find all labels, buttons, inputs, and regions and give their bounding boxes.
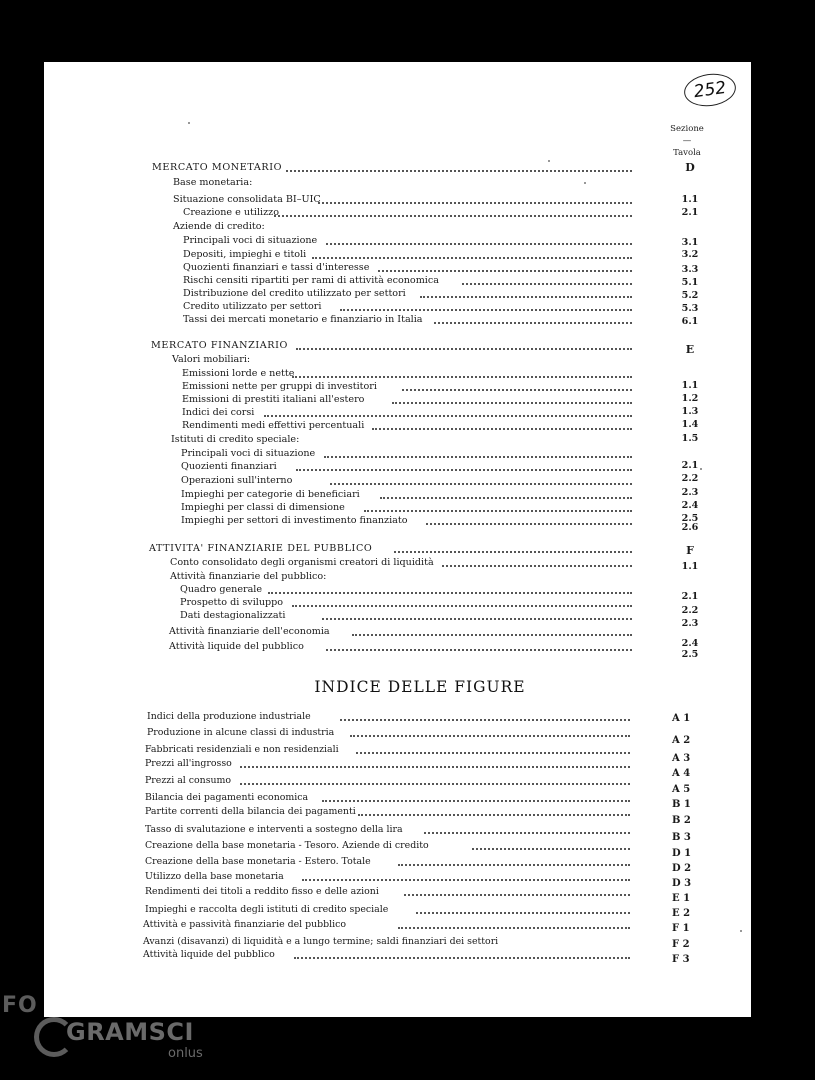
figure-code: F 3 <box>672 954 690 965</box>
toc-entry: Quozienti finanziari <box>181 461 277 472</box>
toc-code: 1.5 <box>681 433 699 444</box>
header-sezione: Sezione <box>670 124 704 134</box>
subheading-row <box>0 433 815 447</box>
handwritten-page-number: 252 <box>682 71 738 110</box>
figure-entry: Impieghi e raccolta degli istituti di credito speciale <box>145 904 389 915</box>
section-row <box>0 542 815 556</box>
dot-leader <box>264 415 632 417</box>
toc-row <box>0 313 815 327</box>
figure-row <box>0 823 815 843</box>
toc-code: 3.2 <box>681 249 699 260</box>
toc-row <box>0 234 815 248</box>
figure-row <box>0 726 815 746</box>
subheading-row <box>0 220 815 234</box>
dot-leader <box>472 848 630 850</box>
figure-row <box>0 710 815 724</box>
toc-code: 2.2 <box>681 605 699 616</box>
dot-leader <box>380 497 632 499</box>
section-row <box>0 339 815 356</box>
toc-code: 2.2 <box>681 473 699 484</box>
dot-leader <box>330 483 632 485</box>
toc-row <box>0 556 815 570</box>
figure-code: F 1 <box>672 923 690 934</box>
scan-speck <box>584 182 586 184</box>
figure-entry: Prezzi all'ingrosso <box>145 758 232 769</box>
dot-leader <box>404 894 630 896</box>
dot-leader <box>420 296 632 298</box>
dot-leader <box>322 800 630 802</box>
toc-entry: Quozienti finanziari e tassi d'interesse <box>183 262 370 273</box>
toc-code: 3.3 <box>681 264 699 275</box>
toc-entry: Quadro generale <box>180 584 263 595</box>
figure-entry: Indici della produzione industriale <box>147 711 311 722</box>
toc-entry: Situazione consolidata BI–UIC <box>173 194 321 205</box>
section-row <box>0 161 815 175</box>
section-title: MERCATO MONETARIO <box>152 162 283 173</box>
figure-entry: Utilizzo della base monetaria <box>145 871 284 882</box>
toc-entry: Emissioni lorde e nette <box>182 368 295 379</box>
dot-leader <box>398 927 630 929</box>
subheading: Istituti di credito speciale: <box>171 434 300 445</box>
figure-entry: Rendimenti dei titoli a reddito fisso e delle azioni <box>145 886 379 897</box>
watermark-text: FO <box>2 993 38 1018</box>
toc-row <box>0 287 815 301</box>
dot-leader <box>340 309 632 311</box>
figure-code: A 5 <box>672 784 691 795</box>
toc-entry: Depositi, impieghi e titoli <box>183 249 307 260</box>
toc-entry: Impieghi per classi di dimensione <box>181 502 345 513</box>
figure-code: F 2 <box>672 939 690 950</box>
figure-row <box>0 948 815 965</box>
figure-entry: Bilancia dei pagamenti economica <box>145 792 309 803</box>
dot-leader <box>424 832 630 834</box>
subheading: Valori mobiliari: <box>172 354 251 365</box>
subheading-row <box>0 353 815 367</box>
toc-entry: Principali voci di situazione <box>183 235 318 246</box>
toc-entry: Indici dei corsi <box>182 407 255 418</box>
dot-leader <box>364 510 632 512</box>
subheading-row <box>0 176 815 190</box>
dot-leader <box>274 215 632 217</box>
toc-code: 2.4 <box>681 638 699 649</box>
figure-code: B 1 <box>672 799 691 810</box>
toc-code: 5.2 <box>681 290 699 301</box>
figure-code: A 1 <box>672 713 691 724</box>
toc-code: 1.1 <box>681 380 699 391</box>
dot-leader <box>294 957 630 959</box>
dot-leader <box>402 389 632 391</box>
figure-row <box>0 935 815 949</box>
toc-entry: Emissioni di prestiti italiani all'estero <box>182 394 365 405</box>
toc-code: 5.1 <box>681 277 699 288</box>
watermark-gramsci: GRAMSCI <box>66 1018 194 1046</box>
figure-row <box>0 805 815 826</box>
toc-row <box>0 520 815 534</box>
toc-code: 3.1 <box>681 237 699 248</box>
figure-code: A 3 <box>672 753 691 764</box>
figure-row <box>0 774 815 795</box>
dot-leader <box>358 814 630 816</box>
header-tavola: Tavola <box>673 148 701 158</box>
dot-leader <box>296 469 632 471</box>
toc-code: 1.2 <box>681 393 699 404</box>
figure-code: D 1 <box>672 848 692 859</box>
toc-entry: Impieghi per settori di investimento finanziato <box>181 515 408 526</box>
dot-leader <box>398 864 630 866</box>
toc-entry: Tassi dei mercati monetario e finanziario in Italia <box>183 314 423 325</box>
figure-entry: Partite correnti della bilancia dei pagamenti <box>145 806 356 817</box>
dot-leader <box>378 270 632 272</box>
subheading: Base monetaria: <box>173 177 253 188</box>
dot-leader <box>240 783 630 785</box>
toc-code: 1.1 <box>681 561 699 572</box>
toc-entry: Distribuzione del credito utilizzato per settori <box>183 288 406 299</box>
figure-entry: Creazione della base monetaria - Tesoro. Aziende di credito <box>145 840 429 851</box>
figure-code: D 2 <box>672 863 692 874</box>
figure-row <box>0 791 815 810</box>
dot-leader <box>296 348 632 350</box>
toc-code: 2.6 <box>681 522 699 533</box>
scan-speck <box>700 468 702 470</box>
toc-entry: Rendimenti medi effettivi percentuali <box>182 420 365 431</box>
scan-speck <box>548 160 550 162</box>
toc-entry: Creazione e utilizzo <box>183 207 279 218</box>
figure-row <box>0 903 815 917</box>
figure-code: A 4 <box>672 768 691 779</box>
figure-entry: Avanzi (disavanzi) di liquidità e a lungo termine; saldi finanziari dei settori <box>143 936 499 947</box>
dot-leader <box>442 565 632 567</box>
figure-row <box>0 757 815 779</box>
dot-leader <box>318 202 632 204</box>
toc-code: 6.1 <box>681 316 699 327</box>
toc-entry: Principali voci di situazione <box>181 448 316 459</box>
toc-entry: Prospetto di sviluppo <box>180 597 284 608</box>
dot-leader <box>392 402 632 404</box>
dot-leader <box>356 752 630 754</box>
subheading-row <box>0 648 815 662</box>
toc-code: 1.4 <box>681 419 699 430</box>
dot-leader <box>340 719 630 721</box>
watermark-onlus: onlus <box>168 1046 203 1061</box>
scan-speck <box>740 930 742 932</box>
toc-row <box>0 206 815 220</box>
figure-entry: Tasso di svalutazione e interventi a sostegno della lira <box>145 824 403 835</box>
toc-code: 2.5 <box>681 649 699 660</box>
dot-leader <box>302 879 630 881</box>
section-title: ATTIVITA' FINANZIARIE DEL PUBBLICO <box>149 543 373 554</box>
figure-row <box>0 870 815 889</box>
figure-code: D 3 <box>672 878 692 889</box>
toc-row <box>0 248 815 262</box>
section-code: E <box>685 343 695 356</box>
dot-leader <box>352 634 632 636</box>
figure-code: A 2 <box>672 735 691 746</box>
figure-code: B 3 <box>672 832 691 843</box>
dot-leader <box>324 456 632 458</box>
subheading: Attività finanziarie del pubblico: <box>170 571 327 582</box>
figure-row <box>0 885 815 904</box>
toc-entry: Operazioni sull'interno <box>181 475 293 486</box>
figure-entry: Produzione in alcune classi di industria <box>147 727 335 738</box>
toc-code: 2.3 <box>681 487 699 498</box>
toc-code: 2.1 <box>681 460 699 471</box>
figure-entry: Prezzi al consumo <box>145 775 232 786</box>
toc-code: 2.3 <box>681 618 699 629</box>
figure-row <box>0 918 815 932</box>
figure-code: E 2 <box>672 908 691 919</box>
dot-leader <box>434 322 632 324</box>
section-code: F <box>686 544 694 557</box>
figure-entry: Creazione della base monetaria - Estero. Totale <box>145 856 371 867</box>
toc-code: 2.1 <box>681 591 699 602</box>
subheading: Aziende di credito: <box>173 221 265 232</box>
dot-leader <box>322 618 632 620</box>
section-code: D <box>685 161 695 174</box>
toc-entry: Dati destagionalizzati <box>180 610 286 621</box>
dot-leader <box>394 551 632 553</box>
toc-code: 1.1 <box>681 194 699 205</box>
figure-row <box>0 839 815 859</box>
toc-entry: Impieghi per categorie di beneficiari <box>181 489 360 500</box>
toc-code: 2.4 <box>681 500 699 511</box>
toc-code: 1.3 <box>681 406 699 417</box>
header-dash: — <box>682 136 692 146</box>
subheading-row <box>0 570 815 584</box>
toc-code: 2.1 <box>681 207 699 218</box>
dot-leader <box>292 376 632 378</box>
dot-leader <box>240 766 630 768</box>
subheading: Attività liquide del pubblico <box>169 641 304 652</box>
scan-speck <box>188 122 190 124</box>
toc-entry: Rischi censiti ripartiti per rami di attività economica <box>183 275 439 286</box>
figure-code: E 1 <box>672 893 691 904</box>
toc-row <box>0 193 815 207</box>
dot-leader <box>372 428 632 430</box>
dot-leader <box>292 605 632 607</box>
toc-entry: Emissioni nette per gruppi di investitori <box>182 381 377 392</box>
figure-entry: Attività e passività finanziarie del pubblico <box>143 919 347 930</box>
subheading: Attività finanziarie dell'economia <box>169 626 330 637</box>
dot-leader <box>312 257 632 259</box>
figures-index-title: INDICE DELLE FIGURE <box>314 678 526 696</box>
dot-leader <box>286 170 632 172</box>
toc-code: 2.5 <box>681 513 699 524</box>
figure-row <box>0 855 815 874</box>
toc-row <box>0 419 815 433</box>
toc-row <box>0 261 815 275</box>
figure-code: B 2 <box>672 815 691 826</box>
section-title: MERCATO FINANZIARIO <box>151 340 288 351</box>
figure-entry: Fabbricati residenziali e non residenziali <box>145 744 339 755</box>
toc-row <box>0 300 815 314</box>
dot-leader <box>462 283 632 285</box>
dot-leader <box>416 912 630 914</box>
toc-entry: Conto consolidato degli organismi creatori di liquidità <box>170 557 434 568</box>
toc-code: 5.3 <box>681 303 699 314</box>
dot-leader <box>326 243 632 245</box>
dot-leader <box>350 735 630 737</box>
dot-leader <box>268 592 632 594</box>
toc-entry: Credito utilizzato per settori <box>183 301 322 312</box>
toc-row <box>0 274 815 288</box>
figure-entry: Attività liquide del pubblico <box>143 949 275 960</box>
